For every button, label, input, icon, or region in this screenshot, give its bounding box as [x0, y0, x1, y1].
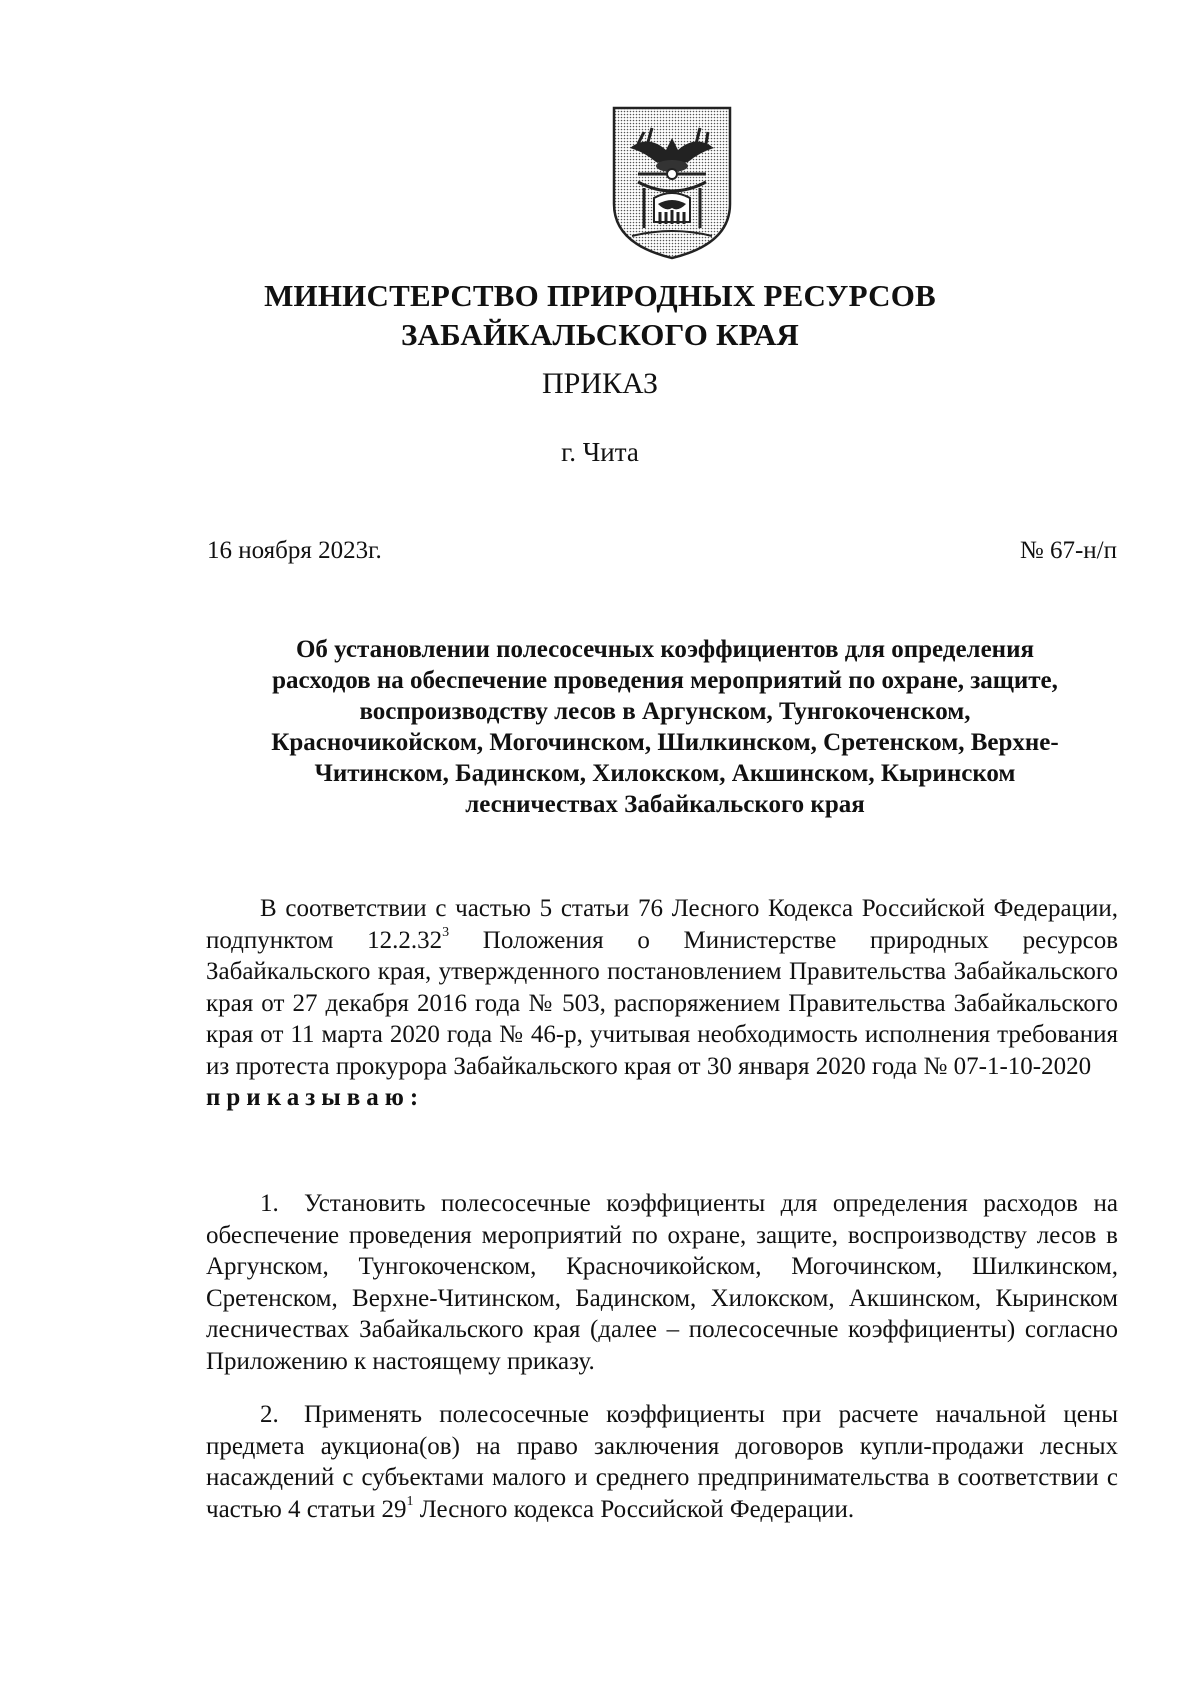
title-line: воспроизводству лесов в Аргунском, Тунгокоченском,: [359, 698, 971, 725]
title-line: Об установлении полесосечных коэффициентов для определения: [295, 636, 1035, 663]
item-text-1: Применять полесосечные коэффициенты при расчете начальной цены предмета аукциона(ов) на право заключения договоров купли-продажи лесных насаждений с субъектами малого и среднего предпринимательства в соответствии с частью 4 статьи 29: [206, 1401, 1118, 1523]
ministry-name: [0, 276, 1200, 354]
ministry-line-1: МИНИСТЕРСТВО ПРИРОДНЫХ РЕСУРСОВ: [264, 278, 936, 313]
title-line: расходов на обеспечение проведения мероприятий по охране, защите,: [272, 667, 1058, 694]
order-date: 16 ноября 2023г.: [207, 537, 382, 564]
city: г. Чита: [561, 437, 639, 467]
title-line: Красночикойском, Могочинском, Шилкинском, Сретенском, Верхне-: [271, 729, 1059, 756]
item-1: [206, 1188, 1118, 1377]
item-number: 2.: [260, 1401, 279, 1428]
item-2: [206, 1399, 1118, 1525]
title-line: Читинском, Бадинском, Хилокском, Акшинском, Кыринском: [314, 760, 1016, 787]
doc-type: ПРИКАЗ: [542, 367, 658, 400]
order-number: № 67-н/п: [1019, 537, 1117, 564]
document-title: [215, 634, 1115, 820]
item-text-2: Лесного кодекса Российской Федерации.: [413, 1495, 855, 1523]
superscript: 3: [442, 925, 450, 941]
preamble-text-2: Положения о Министерстве природных ресурсов Забайкальского края, утвержденного постановлением Правительства Забайкальского края от 27 декабря 2016 года № 503, распоряжением Правительства Забайкальского края от 11 марта 2020 года № 46-р, учитывая необходимость исполнения требования из протеста прокурора Забайкальского края от 30 января 2020 года № 07-1-10-2020: [206, 926, 1118, 1080]
item-number: 1.: [260, 1190, 279, 1217]
preamble-text-1: В соответствии с частью 5 статьи 76 Лесного Кодекса Российской Федерации, подпунктом 12.2.32: [206, 895, 1118, 954]
title-line: лесничествах Забайкальского края: [465, 791, 865, 818]
preamble-paragraph: [206, 893, 1118, 1114]
ministry-line-2: ЗАБАЙКАЛЬСКОГО КРАЯ: [400, 317, 800, 352]
order-word: приказываю:: [206, 1084, 425, 1111]
zabaikalsky-coat-of-arms-icon: [608, 104, 736, 262]
superscript: 1: [406, 1494, 414, 1510]
item-text: Установить полесосечные коэффициенты для определения расходов на обеспечение проведения мероприятий по охране, защите, воспроизводству лесов в Аргунском, Тунгокоченском, Красночикойском, Могочинском, Шилкинском, Сретенском, Верхне-Читинском, Бадинском, Хилокском, Акшинском, Кыринском лесничествах Забайкальского края (далее – полесосечные коэффициенты) согласно Приложению к настоящему приказу.: [206, 1190, 1118, 1375]
